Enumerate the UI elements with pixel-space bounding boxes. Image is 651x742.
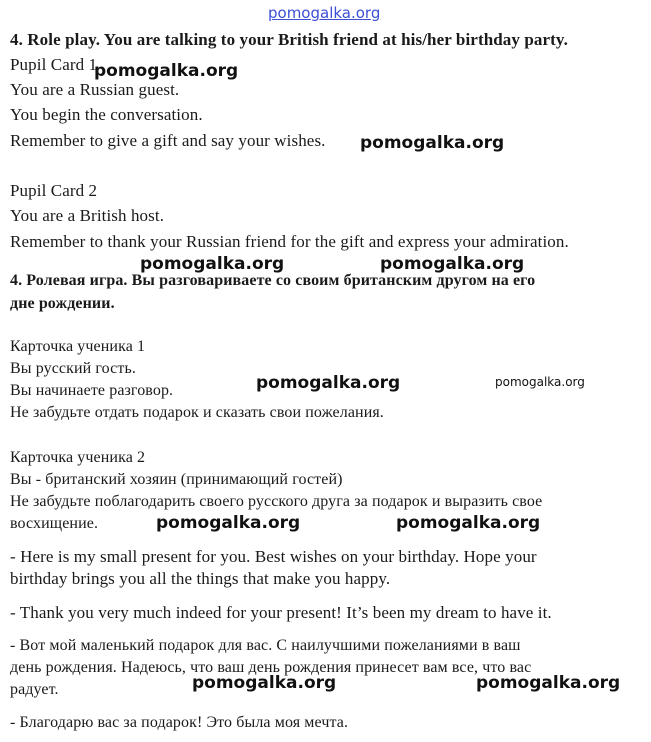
watermark: pomogalka.org bbox=[256, 373, 401, 393]
russian-card-1-line-2: Вы начинаете разговор. bbox=[10, 382, 174, 399]
watermark: pomogalka.org bbox=[192, 673, 337, 693]
dialogue-ru-guest-line-2: день рождения. Надеюсь, что ваш день рождения принесет вам все, что вас bbox=[10, 659, 532, 676]
russian-card-1-line-3: Не забудьте отдать подарок и сказать свои пожелания. bbox=[10, 404, 384, 421]
pupil-card-2-line-1: You are a British host. bbox=[10, 206, 165, 225]
watermark: pomogalka.org bbox=[360, 133, 505, 153]
pupil-card-1-line-3: Remember to give a gift and say your wishes. bbox=[10, 131, 326, 150]
watermark: pomogalka.org bbox=[156, 513, 301, 533]
pupil-card-2-title: Pupil Card 2 bbox=[10, 181, 98, 200]
watermark: pomogalka.org bbox=[396, 513, 541, 533]
russian-card-2-title: Карточка ученика 2 bbox=[10, 449, 146, 466]
russian-heading-line-2: дне рождении. bbox=[10, 295, 115, 312]
dialogue-ru-guest-line-3: радует. bbox=[10, 681, 59, 698]
watermark: pomogalka.org bbox=[476, 673, 621, 693]
dialogue-ru-guest-line-1: - Вот мой маленький подарок для вас. С наилучшими пожеланиями в ваш bbox=[10, 637, 521, 654]
russian-heading-line-1: 4. Ролевая игра. Вы разговариваете со своим британским другом на его bbox=[10, 272, 536, 289]
watermark: pomogalka.org bbox=[495, 375, 585, 389]
dialogue-ru-host-line-1: - Благодарю вас за подарок! Это была моя мечта. bbox=[10, 714, 349, 731]
dialogue-en-guest-line-1: - Here is my small present for you. Best wishes on your birthday. Hope your bbox=[10, 547, 537, 566]
pupil-card-2-line-2: Remember to thank your Russian friend for the gift and express your admiration. bbox=[10, 232, 569, 251]
english-heading: 4. Role play. You are talking to your British friend at his/her birthday party. bbox=[10, 30, 568, 49]
watermark-top[interactable]: pomogalka.org bbox=[268, 4, 381, 22]
russian-card-1-title: Карточка ученика 1 bbox=[10, 338, 146, 355]
russian-card-2-line-1: Вы - британский хозяин (принимающий гостей) bbox=[10, 471, 343, 488]
russian-card-2-line-2: Не забудьте поблагодарить своего русского друга за подарок и выразить свое bbox=[10, 493, 543, 510]
russian-card-2-line-3: восхищение. bbox=[10, 515, 99, 532]
pupil-card-1-line-1: You are a Russian guest. bbox=[10, 80, 180, 99]
russian-card-1-line-1: Вы русский гость. bbox=[10, 360, 136, 377]
dialogue-en-host-line-1: - Thank you very much indeed for your present! It’s been my dream to have it. bbox=[10, 603, 552, 622]
pupil-card-1-title: Pupil Card 1 bbox=[10, 55, 98, 74]
watermark: pomogalka.org bbox=[380, 254, 525, 274]
dialogue-en-guest-line-2: birthday brings you all the things that make you happy. bbox=[10, 569, 391, 588]
pupil-card-1-line-2: You begin the conversation. bbox=[10, 105, 203, 124]
watermark: pomogalka.org bbox=[94, 61, 239, 81]
watermark: pomogalka.org bbox=[140, 254, 285, 274]
